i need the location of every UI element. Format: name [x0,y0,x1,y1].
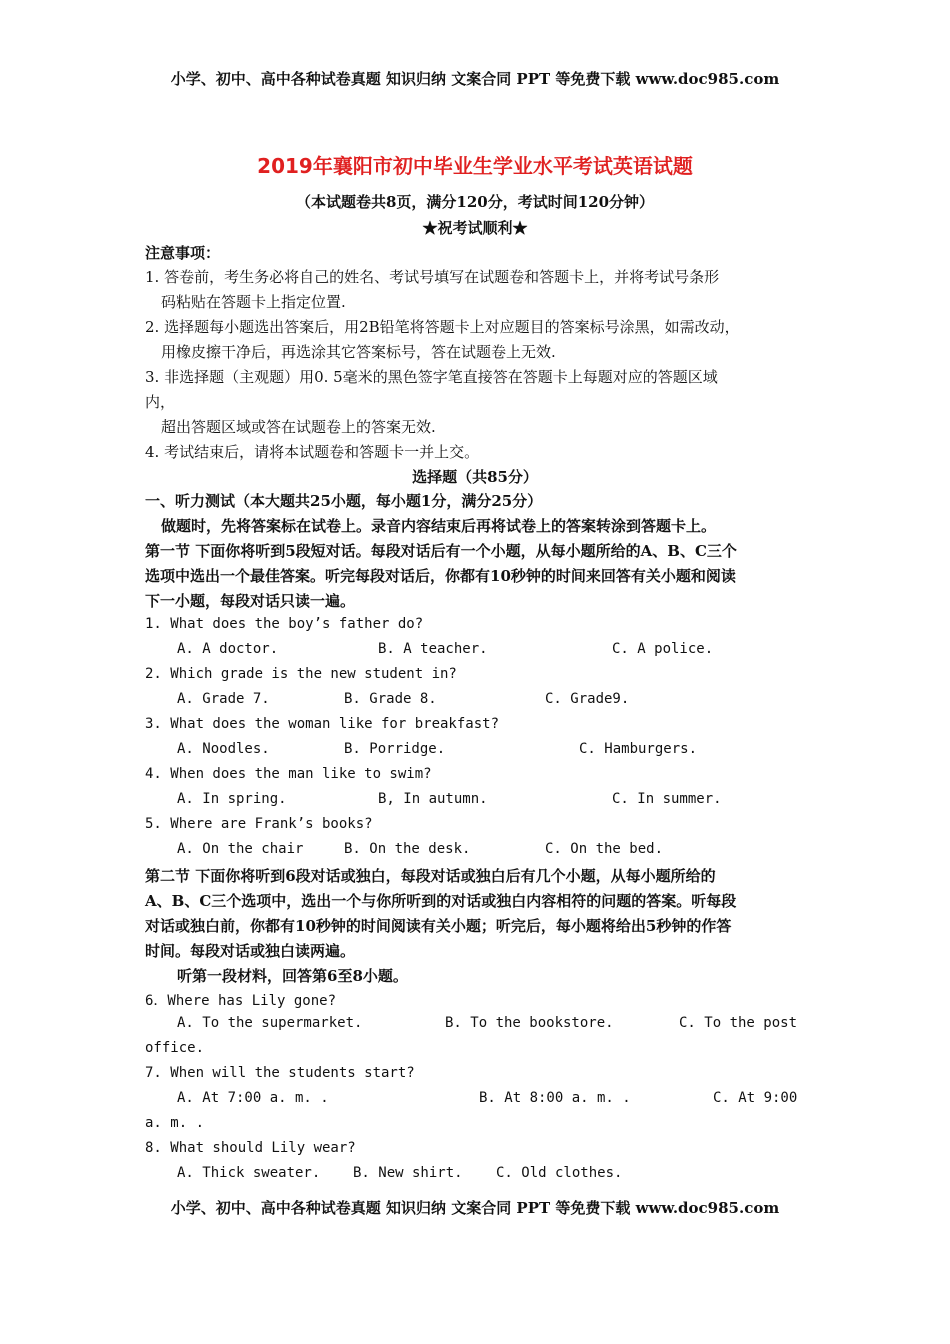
part-instruction: 做题时，先将答案标在试卷上。录音内容结束后再将试卷上的答案转涂到答题卡上。 [161,517,717,535]
section1-text: 选项中选出一个最佳答案。听完每段对话后，你都有10秒钟的时间来回答有关小题和阅读 [145,567,736,585]
exam-info: （本试题卷共8页，满分120分，考试时间120分钟） [295,193,655,211]
option-c: C. Hamburgers. [579,741,698,757]
option-c: C. Grade9. [545,691,630,707]
option-b: B. To the bookstore. [445,1015,614,1031]
section2-text: A、B、C三个选项中，选出一个与你所听到的对话或独白内容相符的问题的答案。听每段 [145,892,737,910]
option-a: A. In spring. [177,791,287,807]
option-c-continued: a. m. . [145,1115,205,1131]
section1-text: 下一小题，每段对话只读一遍。 [145,592,356,610]
top-banner: 小学、初中、高中各种试卷真题 知识归纳 文案合同 PPT 等免费下载 www.doc985.com [170,70,780,88]
page-title: 2019年襄阳市初中毕业生学业水平考试英语试题 [257,154,693,178]
option-c: C. To the post [679,1015,798,1031]
question: 3. What does the woman like for breakfast? [145,716,500,732]
notice-line: 4. 考试结束后，请将本试题卷和答题卡一并上交。 [145,443,480,461]
option-a: A. A doctor. [177,641,279,657]
option-c-continued: office. [145,1040,205,1056]
section2-text: 时间。每段对话或独白读两遍。 [145,942,356,960]
question: 4. When does the man like to swim? [145,766,432,782]
question: 1. What does the boy’s father do? [145,616,424,632]
option-b: B. A teacher. [378,641,488,657]
option-a: A. Thick sweater. [177,1165,321,1181]
option-a: A. Noodles. [177,741,270,757]
option-b: B. Porridge. [344,741,446,757]
option-c: C. A police. [612,641,714,657]
option-a: A. Grade 7. [177,691,270,707]
option-b: B, In autumn. [378,791,488,807]
part-heading: 一、听力测试（本大题共25小题，每小题1分，满分25分） [145,492,543,510]
section1-text: 第一节 下面你将听到5段短对话。每段对话后有一个小题，从每小题所给的A、B、C三个 [145,542,737,560]
notice-line: 码粘贴在答题卡上指定位置. [161,293,346,311]
notice-heading: 注意事项： [145,244,221,262]
option-c: C. At 9:00 [713,1090,798,1106]
question: 7. When will the students start? [145,1065,415,1081]
material-heading: 听第一段材料，回答第6至8小题。 [177,967,408,985]
question: 8. What should Lily wear? [145,1140,356,1156]
notice-line: 用橡皮擦干净后，再选涂其它答案标号，答在试题卷上无效. [161,343,556,361]
question: 6．Where has Lily gone? [145,993,337,1009]
section2-text: 对话或独白前，你都有10秒钟的时间阅读有关小题；听完后，每小题将给出5秒钟的作答 [145,917,732,935]
good-luck: ★祝考试顺利★ [422,219,528,237]
notice-line: 3. 非选择题（主观题）用0. 5毫米的黑色签字笔直接答在答题卡上每题对应的答题区域 [145,368,718,386]
notice-line: 1. 答卷前，考生务必将自己的姓名、考试号填写在试题卷和答题卡上，并将考试号条形 [145,268,720,286]
option-c: C. On the bed. [545,841,664,857]
option-b: B. At 8:00 a. m. . [479,1090,631,1106]
option-c: C. Old clothes. [496,1165,623,1181]
bottom-banner: 小学、初中、高中各种试卷真题 知识归纳 文案合同 PPT 等免费下载 www.doc985.com [170,1199,780,1217]
notice-line: 2. 选择题每小题选出答案后，用2B铅笔将答题卡上对应题目的答案标号涂黑，如需改动， [145,318,740,336]
option-a: A. On the chair [177,841,304,857]
option-b: B. On the desk. [344,841,471,857]
option-c: C. In summer. [612,791,722,807]
option-b: B. New shirt. [353,1165,463,1181]
notice-line: 内， [145,393,176,411]
option-a: A. To the supermarket. [177,1015,363,1031]
question: 5. Where are Frank’s books? [145,816,373,832]
section2-text: 第二节 下面你将听到6段对话或独白，每段对话或独白后有几个小题，从每小题所给的 [145,867,716,885]
notice-line: 超出答题区域或答在试题卷上的答案无效. [161,418,436,436]
question: 2. Which grade is the new student in? [145,666,457,682]
section-heading: 选择题（共85分） [412,468,538,486]
option-b: B. Grade 8. [344,691,437,707]
option-a: A. At 7:00 a. m. . [177,1090,329,1106]
